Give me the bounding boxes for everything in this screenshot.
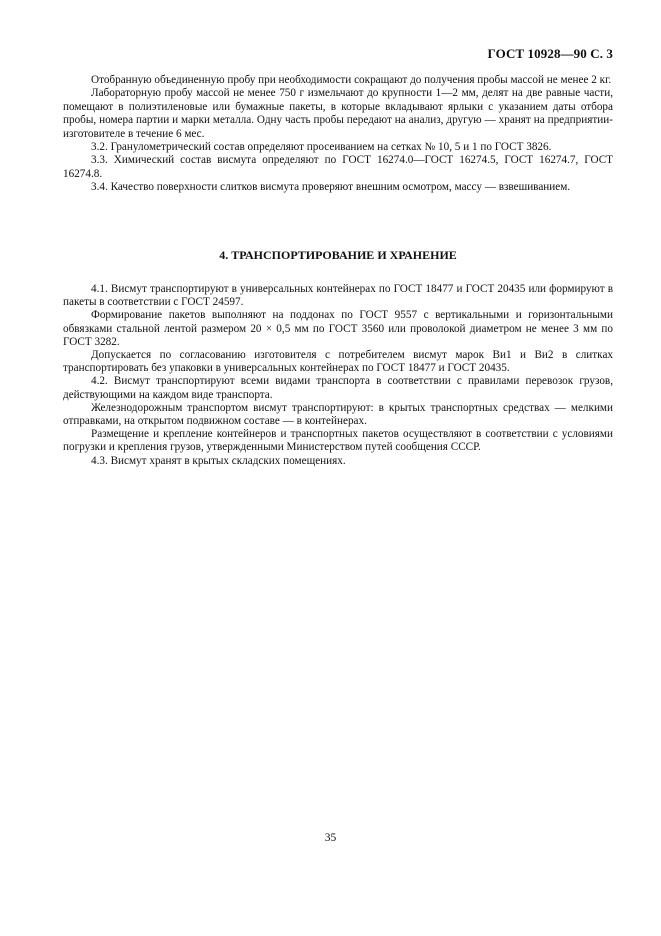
paragraph-3-4: 3.4. Качество поверхности слитков висмута проверяют внешним осмотром, массу — взвешиванием. <box>91 181 571 194</box>
page-number: 35 <box>324 832 337 844</box>
paragraph-3-3: 3.3. Химический состав висмута определяют по ГОСТ 16274.0—ГОСТ 16274.5, ГОСТ 16274.7, ГОСТ 16274.8. <box>63 154 613 180</box>
running-header: ГОСТ 10928—90 С. 3 <box>487 46 613 61</box>
paragraph-4-2: 4.2. Висмут транспортируют всеми видами транспорта в соответствии с правилами перевозок грузов, действующими на каждом виде транспорта. <box>63 375 613 401</box>
paragraph-laboratory-sample: Лабораторную пробу массой не менее 750 г измельчают до крупности 1—2 мм, делят на две равные части, помещают в полиэтиленовые или бумажные пакеты, в которые вкладывают ярлыки с указанием даты отбора пробы, номера партии и марки металла. Одну часть пробы передают на анализ, другую — хранят на предприятии-изготовителе в течение 6 мес. <box>63 87 613 140</box>
paragraph-railway: Железнодорожным транспортом висмут транспортируют: в крытых транспортных средствах — мелкими отправками, на открытом подвижном составе — в контейнерах. <box>63 401 613 428</box>
paragraph-4-1: 4.1. Висмут транспортируют в универсальных контейнерах по ГОСТ 18477 и ГОСТ 20435 или формируют в пакеты в соответствии с ГОСТ 24597. <box>63 283 613 309</box>
paragraph-packaging: Формирование пакетов выполняют на поддонах по ГОСТ 9557 с вертикальными и горизонтальными обвязками стальной лентой размером 20 × 0,5 мм по ГОСТ 3560 или проволокой диаметром не менее 3 мм по ГОСТ 3282. <box>63 309 613 348</box>
section-4-heading: 4. ТРАНСПОРТИРОВАНИЕ И ХРАНЕНИЕ <box>219 248 457 262</box>
section-3-body <box>63 74 613 195</box>
paragraph-placement: Размещение и крепление контейнеров и транспортных пакетов осуществляют в соответствии с условиями погрузки и крепления грузов, утвержденными Министерством путей сообщения СССР. <box>63 428 613 454</box>
paragraph-without-packing: Допускается по согласованию изготовителя с потребителем висмут марок Ви1 и Ви2 в слитках транспортировать без упаковки в универсальных контейнерах по ГОСТ 18477 и ГОСТ 20435. <box>63 349 613 375</box>
paragraph-4-3: 4.3. Висмут хранят в крытых складских помещениях. <box>91 454 346 467</box>
paragraph-3-2: 3.2. Гранулометрический состав определяют просеиванием на сетках № 10, 5 и 1 по ГОСТ 3826. <box>91 141 552 154</box>
section-4-body <box>63 283 613 468</box>
paragraph-sample-reduction: Отобранную объединенную пробу при необходимости сокращают до получения пробы массой не менее 2 кг. <box>91 74 612 86</box>
